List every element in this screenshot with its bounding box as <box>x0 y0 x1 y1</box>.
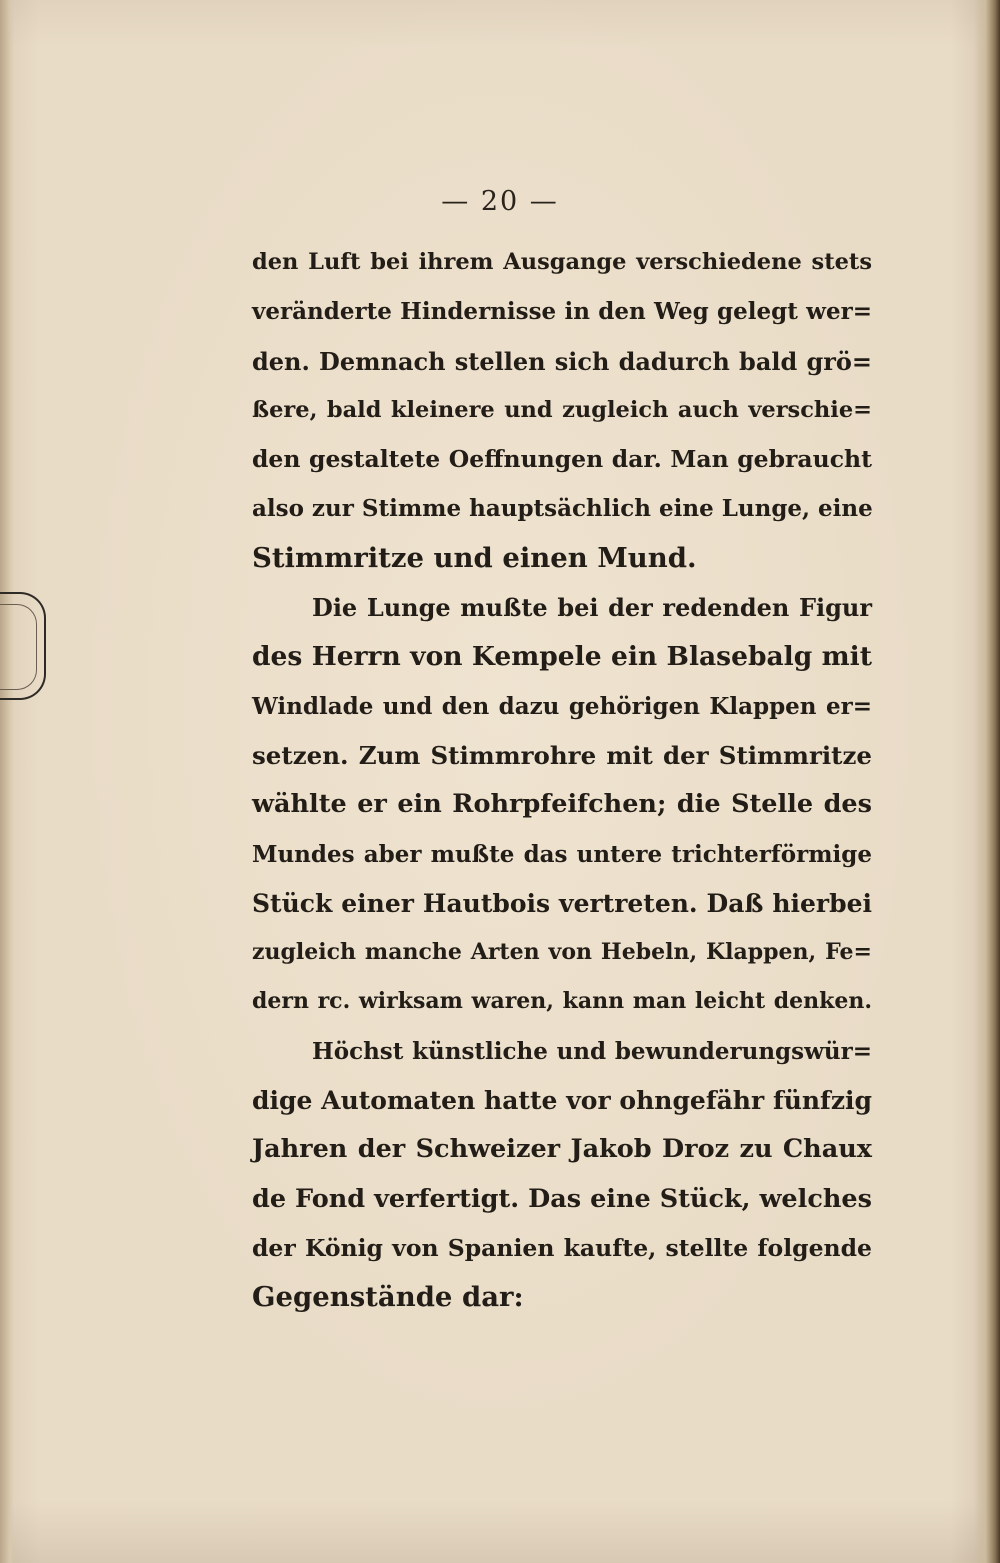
page-left-edge <box>0 0 14 1563</box>
text-line: den. Demnach stellen sich dadurch bald grö= <box>252 346 872 376</box>
text-line: der König von Spanien kaufte, stellte folgende <box>252 1233 872 1262</box>
text-line: den Luft bei ihrem Ausgange verschiedene stets <box>252 249 872 275</box>
text-line: Stück einer Hautbois vertreten. Daß hierbei <box>252 888 872 918</box>
text-line: setzen. Zum Stimmrohre mit der Stimmritze <box>252 740 872 770</box>
text-line: zugleich manche Arten von Hebeln, Klappen, Fe= <box>252 939 872 966</box>
text-line: Die Lunge mußte bei der redenden Figur <box>312 593 872 623</box>
text-line: Stimmritze und einen Mund. <box>252 541 697 574</box>
text-line: veränderte Hindernisse in den Weg gelegt wer= <box>252 298 872 326</box>
text-line: also zur Stimme hauptsächlich eine Lunge, eine <box>252 495 873 523</box>
page-number: — 20 — <box>441 186 559 217</box>
text-line: den gestaltete Oeffnungen dar. Man gebraucht <box>252 445 872 474</box>
text-line: Höchst künstliche und bewunderungswür= <box>312 1037 872 1065</box>
page-right-edge <box>974 0 1000 1563</box>
text-line: wählte er ein Rohrpfeifchen; die Stelle des <box>252 789 872 820</box>
text-line: Windlade und den dazu gehörigen Klappen er= <box>252 692 872 720</box>
text-line: dige Automaten hatte vor ohngefähr fünfzig <box>252 1086 872 1116</box>
text-line: dern rc. wirksam waren, kann man leicht denken. <box>252 988 872 1015</box>
text-line: ßere, bald kleinere und zugleich auch verschie= <box>252 396 872 423</box>
text-line: de Fond verfertigt. Das eine Stück, welches <box>252 1183 872 1214</box>
text-line: Jahren der Schweizer Jakob Droz zu Chaux <box>252 1134 872 1165</box>
text-line: Gegenstände dar: <box>252 1281 524 1314</box>
text-line: des Herrn von Kempele ein Blasebalg mit <box>252 641 872 673</box>
bookmark-tab <box>0 592 46 700</box>
body-text <box>252 238 872 1323</box>
text-line: Mundes aber mußte das untere trichterförmige <box>252 840 872 868</box>
